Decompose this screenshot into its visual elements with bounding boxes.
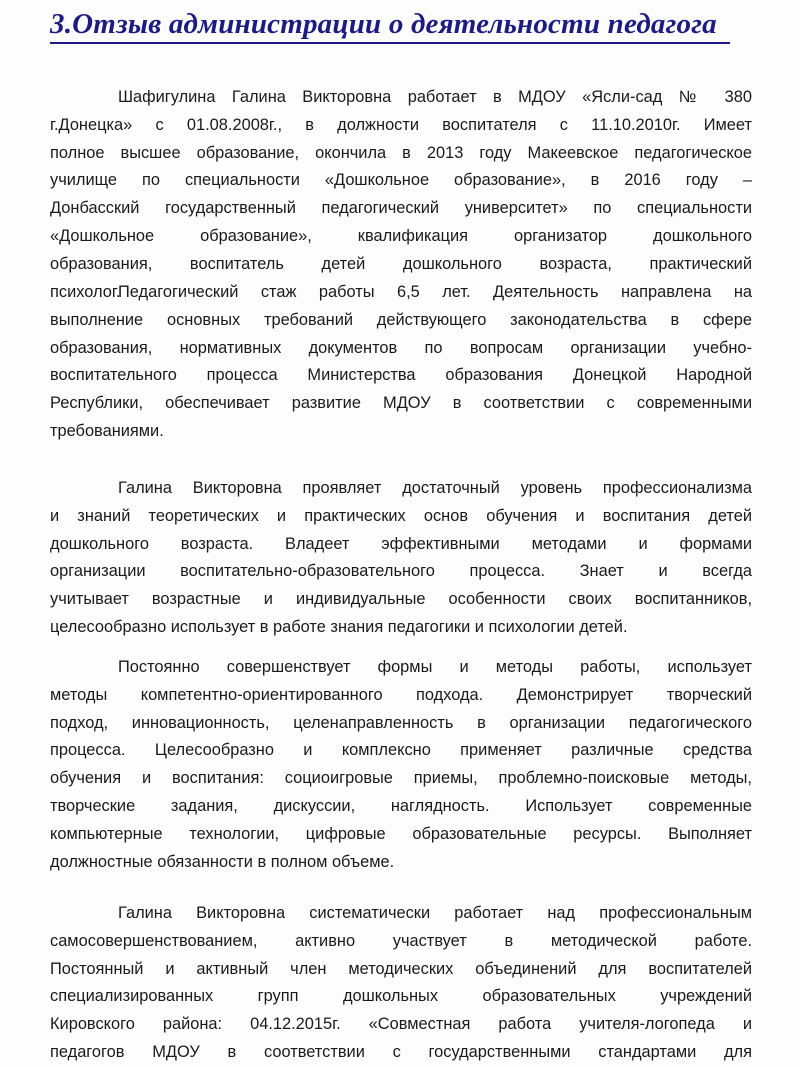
text-line: компьютерные технологии, цифровые образовательные ресурсы. Выполняет xyxy=(50,824,752,843)
text-line: процесса. Целесообразно и комплексно применяет различные средства xyxy=(50,741,752,760)
text-line: целесообразно использует в работе знания педагогики и психологии детей. xyxy=(50,617,628,636)
paragraph xyxy=(50,900,752,1067)
text-line: образования, воспитатель детей дошкольного возраста, практический xyxy=(50,254,752,273)
paragraph xyxy=(50,654,752,876)
text-line: воспитательного процесса Министерства образования Донецкой Народной xyxy=(50,366,752,385)
text-line: специализированных групп дошкольных образовательных учреждений xyxy=(50,987,752,1006)
text-line: Донбасский государственный педагогический университет» по специальности xyxy=(50,199,752,218)
text-line: Галина Викторовна систематически работает над профессиональным xyxy=(118,904,752,922)
text-line: полное высшее образование, окончила в 2013 году Макеевское педагогическое xyxy=(50,143,752,162)
text-line: учитывает возрастные и индивидуальные особенности своих воспитанников, xyxy=(50,590,752,609)
text-line: «Дошкольное образование», квалификация организатор дошкольного xyxy=(50,226,752,245)
text-line: Шафигулина Галина Викторовна работает в МДОУ «Ясли-сад № 380 xyxy=(118,88,752,106)
text-line: и знаний теоретических и практических основ обучения и воспитания детей xyxy=(50,506,752,525)
text-line: дошкольного возраста. Владеет эффективными методами и формами xyxy=(50,534,752,553)
text-line: Педагогический стаж работы 6,5 лет. Деятельность направлена на xyxy=(118,283,752,301)
text-line: обучения и воспитания: социоигровые приемы, проблемно-поисковые методы, xyxy=(50,769,752,788)
text-line: психолог. xyxy=(50,282,121,301)
text-line: методы компетентно-ориентированного подхода. Демонстрирует творческий xyxy=(50,685,752,704)
text-line: г.Донецка» с 01.08.2008г., в должности воспитателя с 11.10.2010г. Имеет xyxy=(50,115,752,134)
text-line: подход, инновационность, целенаправленность в организации педагогического xyxy=(50,713,752,732)
text-line: выполнение основных требований действующего законодательства в сфере xyxy=(50,310,752,329)
text-line: Постоянный и активный член методических объединений для воспитателей xyxy=(50,959,752,978)
text-line: образования, нормативных документов по вопросам организации учебно- xyxy=(50,338,752,357)
paragraph xyxy=(50,475,752,642)
text-line: педагогов МДОУ в соответствии с государственными стандартами для xyxy=(50,1042,752,1061)
paragraph xyxy=(50,279,752,446)
text-line: Кировского района: 04.12.2015г. «Совместная работа учителя-логопеда и xyxy=(50,1015,752,1034)
text-line: творческие задания, дискуссии, наглядность. Использует современные xyxy=(50,796,752,815)
text-line: Постоянно совершенствует формы и методы работы, использует xyxy=(118,658,752,676)
text-line: Республики, обеспечивает развитие МДОУ в соответствии с современными xyxy=(50,394,752,413)
text-line: училище по специальности «Дошкольное образование», в 2016 году – xyxy=(50,171,752,190)
paragraph xyxy=(50,84,752,306)
text-line: должностные обязанности в полном объеме. xyxy=(50,852,395,871)
text-line: самосовершенствованием, активно участвует в методической работе. xyxy=(50,931,752,950)
document-title: 3.Отзыв администрации о деятельности педагога xyxy=(50,6,730,44)
text-line: Галина Викторовна проявляет достаточный уровень профессионализма xyxy=(118,479,752,497)
text-line: организации воспитательно-образовательного процесса. Знает и всегда xyxy=(50,562,752,581)
text-line: требованиями. xyxy=(50,421,164,440)
